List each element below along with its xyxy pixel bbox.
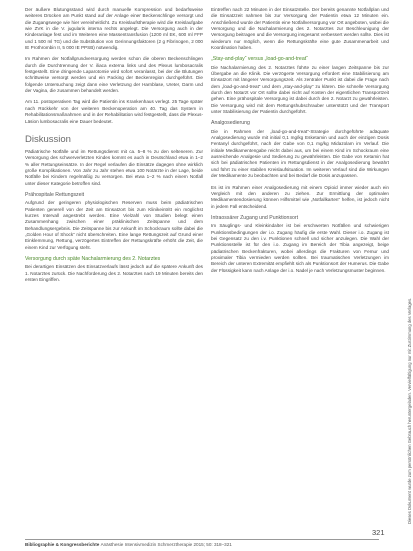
section-title-diskussion: Diskussion bbox=[25, 133, 71, 145]
left-column bbox=[25, 7, 203, 288]
paragraph: Im Säuglings- und Kleinkindalter ist bei erschwerten Notfällen und schwierigen Punktionsbedingungen der i.o. Zugang häufig die erste Wahl. Dieser i.o. Zugang ist bei Gegensatz zu den i.v. Punktionen schnell und sicher anzulegen. Die Wahl der Punktionsstelle ist für den i.o. Zugang im Bereich der Tibia angezeigt, beige pädiatrischen Beckenfrakturen, wobei allerdings die Frakturen von Femur und proximaler Tibia vermieden werden sollten. Bei traumatischen Verletzungen im Bereich der unteren Extremität empfiehlt sich als Punktionsort der Humerus. Die Gabe der Flüssigkeit kann nach Anlage der i.o. Nadel je nach Verletzungsmuster beginnen. bbox=[211, 223, 389, 273]
paragraph: Die in Rahmen der „load-go-and-treat“-Strategie durchgeführte adäquate Analgosedierung wurde mit initial 0,1 mg/kg Esketamin und auch der einzigen Dosis Fentanyl durchgeführt, nach der Gabe von 0,1 mg/kg Midazolam im Verlauf. Die initiale Medikamentengabe reicht dabei aus, um bei einem Kind im Schockraum eine ausreichende Analgesie und Sedierung zu gewährleisten. Die Gabe von Ketamin hat sich bei pädiatrischen Patienten im Rettungsdienst in der Analgosedierung bewährt und führt zu einer stabilen Kreislaufsituation. Im weiteren Verlauf sind die Wirkungen der Medikamente zu beobachten und bei Bedarf die Dosis anzupassen. bbox=[211, 128, 389, 179]
paragraph: Im Rahmen der Notfallgrundversorgung werden schon die oberen Beckenschlingen durch die Durchtrennung der V. iliaca externa links und des Plexus lumbosacralis festgestellt. Eine dringende Laparotomie wird sofort veranlasst, bei der die Blutungen schrittweise versorgt werden und ein Packing der Beckenregion durchgeführt. Die folgende Untersuchung zeigt dann eine Verletzung der Harnblase, Ureter, Darm und der Vagina, die zusammen behandelt werden. bbox=[25, 56, 203, 94]
subheading-nachalarmierung: Versorgung durch späte Nachalarmierung des 2. Notarztes bbox=[25, 255, 161, 262]
paragraph: Am 11. postoperativen Tag wird die Patientin ins Krankenhaus verlegt. 25 Tage später nach Rückkehr von der weiteren Beckenoperation am 40. Tag das System in Rehabilitationsmaßnahmen und in der Rehabilitation wird festgestellt, dass die Plexus-Läsion lumbosacralis eine Dauer bedeutet. bbox=[25, 99, 203, 124]
footer-journal: Bibliographie & Kongressberichte bbox=[25, 542, 101, 547]
page-number: 321 bbox=[372, 528, 385, 537]
subheading-rettungszeit: Prähospitale Rettungszeit bbox=[25, 191, 85, 198]
side-note-text: Dieses Dokument wurde zum persönlichen Gebrauch heruntergeladen. Vervielfältigung nur mit Zustimmung des Verlages. bbox=[407, 297, 412, 524]
subheading-stay-and-play: „Stay-and-play“ versus „load-go-and-treat“ bbox=[211, 56, 308, 63]
footer-citation-text: Anästhesie Intensivmedizin Schmerztherapie 2015; 50: 318–321 bbox=[100, 542, 232, 547]
copyright-side-note bbox=[400, 4, 410, 524]
paragraph: Pädiatrische Notfälle und im Rettungsdienst mit ca. 5–8 % zu den selteneren. Zur Versorgung des schwerverletzten Kindes kommt es auch in Deutschland etwa in 1–2 % aller Rettungseinsätze. In der Regel verlaufen die Einsätze dagegen ohne wirklich große Komplikationen. Von Jahr zu Jahr stehen etwa 100 Notärzte in der Lage, beide Notfälle bei Kindern regelmäßig zu versorgen. Bei etwa 1–2 % nach einem Notfall unter dieser Kategorie betroffen sind. bbox=[25, 148, 203, 186]
paragraph: Der äußere Blutungsstand wird durch manuelle Kompression und bedarfsweise weiteres Drücken am Punkt stand auf der Anlage einer Beckenschlinge versorgt und die Zugangswege wie hier vereinheitlicht. Zu Kreislaufstherapie wird die Kreislaufgabe wie ZVK in die V. jugularis interna rechts angelegt. Die Versorgung auch in der Kinderanlage fest und im Weiteren eine Massentransfusion (1200 ml EK, 600 ml FFP und 1 500 ml TG) und die Substitution von Gerinnungsfaktoren (2 g Fibrinogen, 2 000 IE Prothrombin II, 5 000 IE PPSB) notwendig. bbox=[25, 7, 203, 51]
paragraph: Es ist im Rahmen einer Analgosedierung mit einem Opioid immer wieder auch ein Vergleich mit den anderen zu ziehen. Zur Ermittlung der optimalen Medikamentendosierung können Hilfsmittel wie „Notfallkarten“ helfen, ist jedoch nicht in jedem Fall entscheidend. bbox=[211, 184, 389, 209]
paragraph: Bei derartigen Einsätzen des Einsatzverlaufs lässt jedoch auf die spätere Ankunft des 1. Notarztes zurück. Die Nachforderung des 2. Notarztes nach 19 Minuten bereits den ersten Eingriffen. bbox=[25, 264, 203, 282]
right-column bbox=[211, 7, 389, 279]
footer-divider bbox=[25, 539, 379, 540]
paragraph: Eintreffen nach 22 Minuten in der Einsatzstelle. Der bereits genannte Notfallplan und die Einsatzzeit nahmen bis zur Versorgung der Patientin etwa 12 Minuten ein. Anschließend wurde der Patientin eine Notfallversorgung vor Ort angeboten, wobei die Versorgung und die Nachalarmierung des 2. Notarztes zur Beschleunigung der Versorgung beitragen und die Versorgung insgesamt verbessert werden sollte. Dies ist wiederum nur möglich, wenn die Rettungskräfte eine gute Zusammenarbeit und Koordination haben. bbox=[211, 7, 389, 51]
footer-citation bbox=[25, 542, 232, 547]
paragraph: Aufgrund der geringeren physiologischen Reserven muss beim pädiatrischen Patienten generell von der Zeit am Einsatzort bis zum Klinikeintritt ein möglichst kurzes Intervall angestrebt werden. Eine Vielzahl von Studien belegt einen Zusammenhang zwischen einer präklinischen Zeitspanne und dem Behandlungsergebnis. Die Zeitspanne bis zur Ankunft im Schockraum sollte dabei die „Golden Hour of Shock“ nicht überschreiten. Eine lange Rettungszeit auf Grund einer Einklemmung, Rettung, verzögertes Eintreffen der Rettungskräfte erhöht die Zeit, die einem Kind zur Verfügung steht. bbox=[25, 200, 203, 250]
subheading-intraossaer: Intraossärer Zugang und Punktionsort bbox=[211, 214, 299, 221]
paragraph: Die Nachalarmierung des 2. Notarztes führte zu einer langen Zeitspanne bis zur Übergabe an die Klinik. Die verzögerte Versorgung erfordert eine Stabilisierung am Einsatzort mit längerer Versorgungszeit. Als zentraler Punkt ist dabei die Frage nach dem „load-go-and-treat“ und dem „stay-and-play“ zu klären. Die schnelle Versorgung durch den Notarzt vor Ort sollte dabei nicht auf Kosten der eigentlichen Transportzeit gehen. Eine prähospitale Versorgung ist dabei durch den 2. Notarzt zu gewährleisten. Die Versorgung wird mit dem Rettungshubschrauber unterstützt und der Transport unter Stabilisierung der Patientin durchgeführt. bbox=[211, 64, 389, 115]
subheading-analgosedierung: Analgosedierung bbox=[211, 120, 250, 127]
